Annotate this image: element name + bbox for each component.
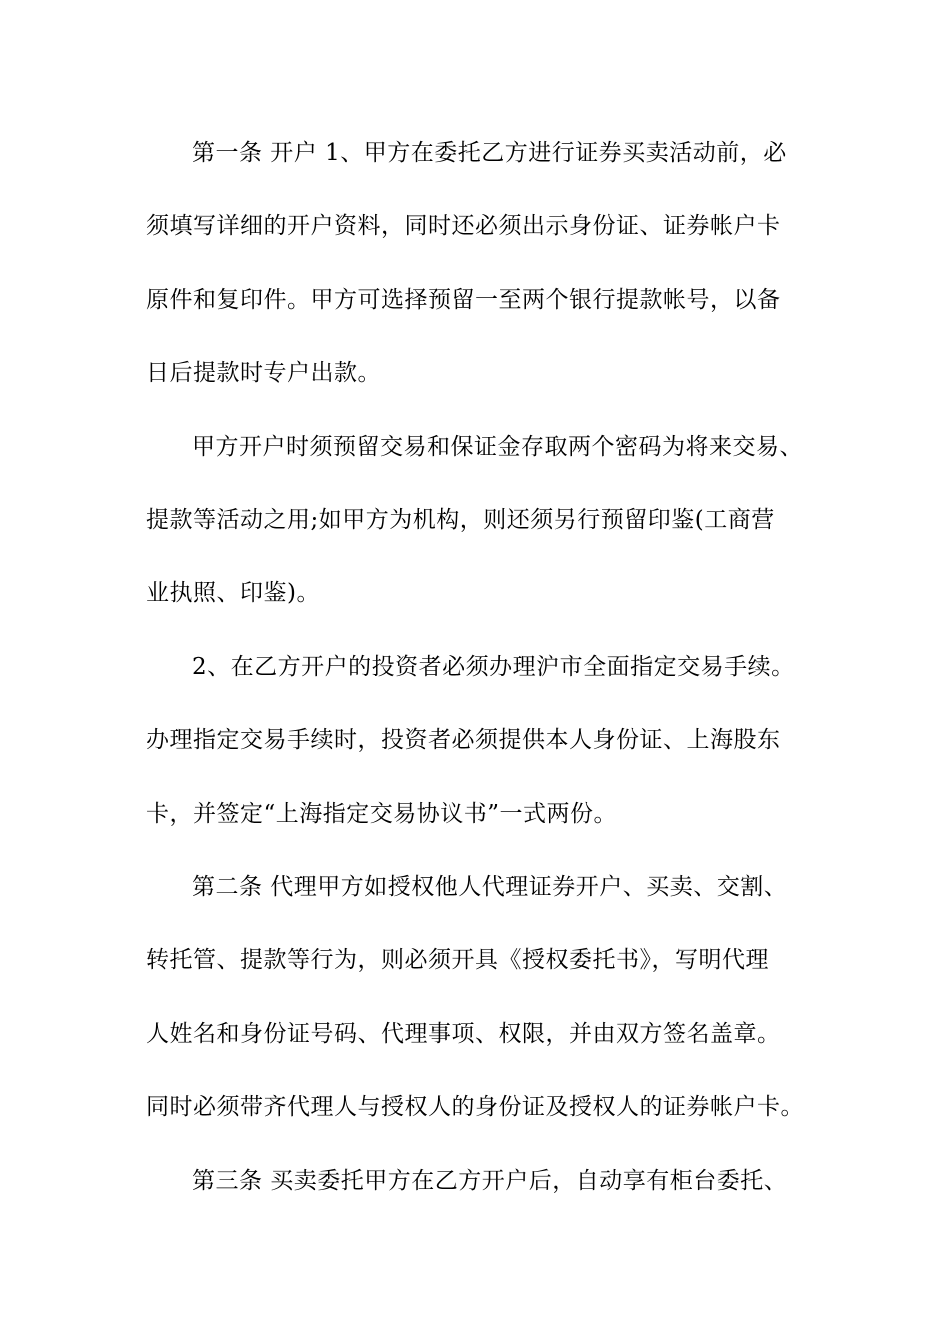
text-line: 第一条 开户 1、甲方在委托乙方进行证券买卖活动前，必 (192, 140, 787, 166)
text-line: 人姓名和身份证号码、代理事项、权限，并由双方签名盖章。 (146, 1021, 781, 1047)
text-line: 第二条 代理甲方如授权他人代理证券开户、买卖、交割、 (192, 874, 788, 900)
text-line: 甲方开户时须预留交易和保证金存取两个密码为将来交易、 (192, 434, 803, 460)
text-line: 同时必须带齐代理人与授权人的身份证及授权人的证券帐户卡。 (146, 1094, 804, 1120)
text-line: 业执照、印鉴)。 (146, 580, 320, 606)
text-line: 第三条 买卖委托甲方在乙方开户后，自动享有柜台委托、 (192, 1168, 788, 1194)
text-line: 提款等活动之用;如甲方为机构，则还须另行预留印鉴(工商营 (146, 507, 775, 533)
text-line: 2、在乙方开户的投资者必须办理沪市全面指定交易手续。 (192, 654, 795, 680)
text-line: 办理指定交易手续时，投资者必须提供本人身份证、上海股东 (146, 727, 781, 753)
text-line: 卡，并签定“上海指定交易协议书”一式两份。 (146, 801, 618, 827)
text-line: 原件和复印件。甲方可选择预留一至两个银行提款帐号，以备 (146, 287, 781, 313)
text-line: 日后提款时专户出款。 (146, 360, 381, 386)
text-line: 须填写详细的开户资料，同时还必须出示身份证、证券帐户卡 (146, 213, 781, 239)
text-line: 转托管、提款等行为，则必须开具《授权委托书》，写明代理 (146, 947, 769, 973)
